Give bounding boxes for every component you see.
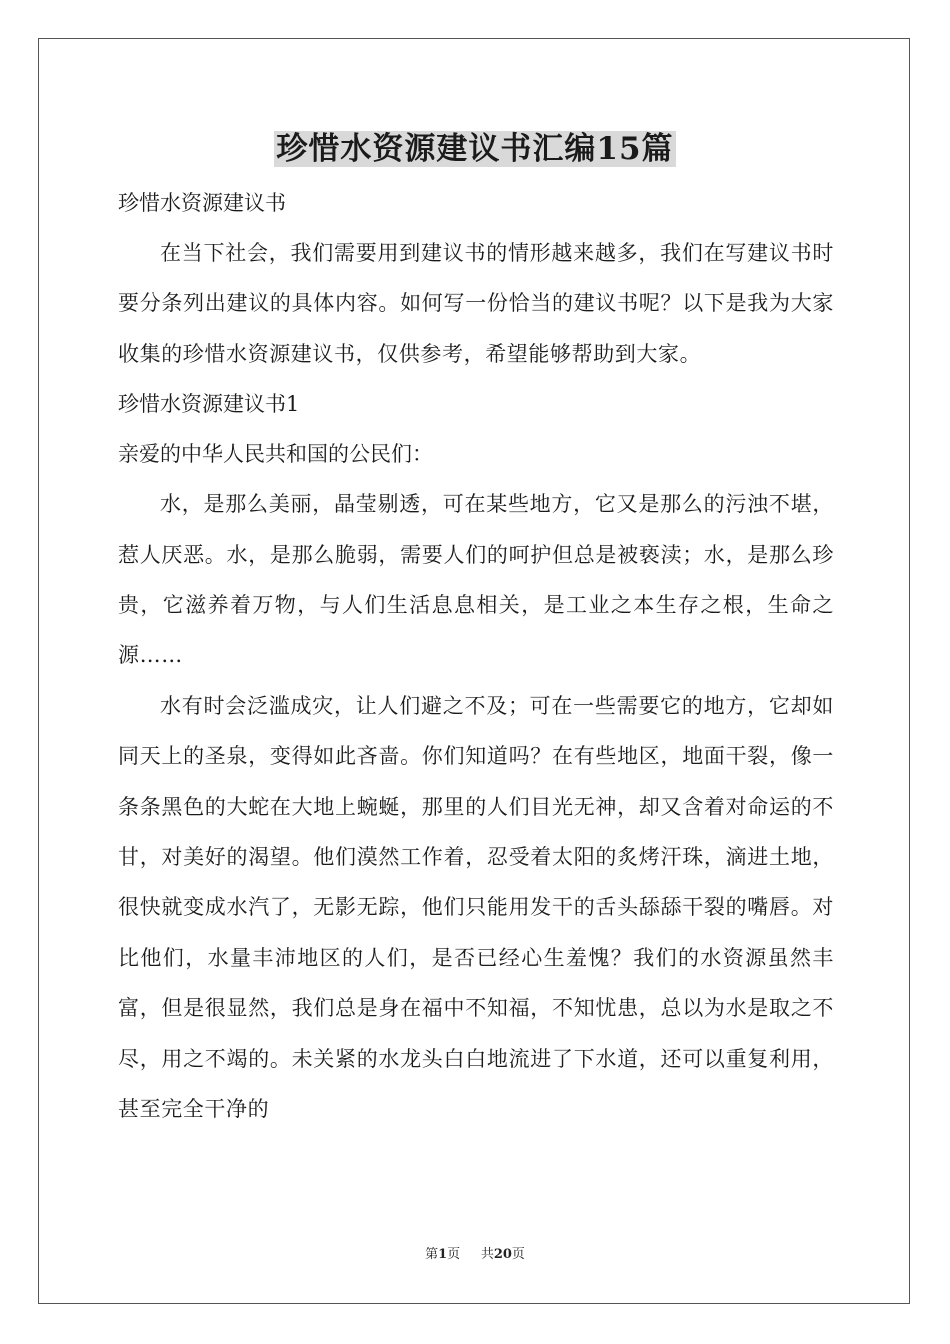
body-paragraph-1: 水，是那么美丽，晶莹剔透，可在某些地方，它又是那么的污浊不堪，惹人厌恶。水，是那么脆弱，需要人们的呵护但总是被亵渎；水，是那么珍贵，它滋养着万物，与人们生活息息相关，是工业之本生存之根，生命之源…… [118,492,834,668]
body-paragraph-2: 水有时会泛滥成灾，让人们避之不及；可在一些需要它的地方，它却如同天上的圣泉，变得如此吝啬。你们知道吗？在有些地区，地面干裂，像一条条黑色的大蛇在大地上蜿蜒，那里的人们目光无神，却又含着对命运的不甘，对美好的渴望。他们漠然工作着，忍受着太阳的炙烤汗珠，滴进土地，很快就变成水汽了，无影无踪，他们只能用发干的舌头舔舔干裂的嘴唇。对比他们，水量丰沛地区的人们，是否已经心生羞愧？我们的水资源虽然丰富，但是很显然，我们总是身在福中不知福，不知忧患，总以为水是取之不尽，用之不竭的。未关紧的水龙头白白地流进了下水道，还可以重复利用，甚至完全干净的 [118,693,834,1122]
document-body [118,178,834,1135]
section-heading: 珍惜水资源建议书1 [118,392,300,417]
total-pages-indicator [481,1247,525,1262]
page-indicator [425,1247,460,1262]
document-title-text: 珍惜水资源建议书汇编15篇 [276,131,674,167]
page-number: 1 [438,1247,448,1262]
document-title [0,126,950,172]
page-prefix: 第 [425,1247,439,1262]
total-pages: 20 [493,1247,512,1262]
total-prefix: 共 [480,1247,494,1262]
intro-paragraph: 在当下社会，我们需要用到建议书的情形越来越多，我们在写建议书时要分条列出建议的具体内容。如何写一份恰当的建议书呢？以下是我为大家收集的珍惜水资源建议书，仅供参考，希望能够帮助到大家。 [118,241,834,366]
page-footer [0,1246,950,1264]
page-suffix: 页 [447,1247,461,1262]
salutation: 亲爱的中华人民共和国的公民们： [118,442,433,467]
total-suffix: 页 [511,1247,525,1262]
document-subtitle: 珍惜水资源建议书 [118,191,286,215]
